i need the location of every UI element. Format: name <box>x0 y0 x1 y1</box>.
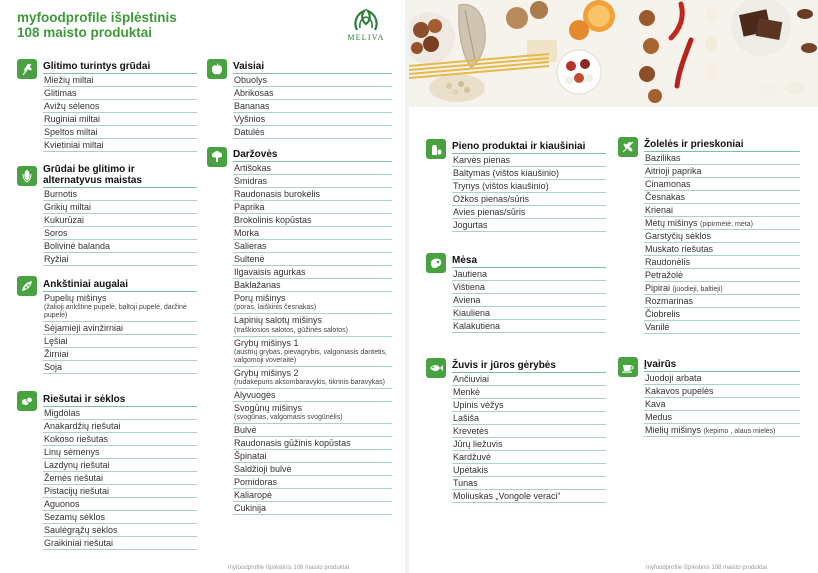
list-item: Kakavos pupelės <box>644 385 800 398</box>
list-item: Raudonasis burokėlis <box>233 188 392 201</box>
list-item: Žemės riešutai <box>43 472 197 485</box>
list-item: Menkė <box>452 386 606 399</box>
list-item: Aguonos <box>43 498 197 511</box>
list-item: Kvietiniai miltai <box>43 139 197 152</box>
item-name: Pipirai <box>645 283 671 293</box>
list-item: Jūrų liežuvis <box>452 438 606 451</box>
item-name: Grybų mišinys 1 <box>234 337 299 348</box>
list-item: Ilgavaisis agurkas <box>233 266 392 279</box>
list-item: Morka <box>233 227 392 240</box>
fish-icon <box>426 358 446 378</box>
list-item-mint-mix <box>644 217 800 230</box>
list-item: Linų sėmenys <box>43 446 197 459</box>
vegetables-list <box>233 162 392 515</box>
list-item: Tunas <box>452 477 606 490</box>
category-title: Glitimo turintys grūdai <box>43 61 197 74</box>
category-title: Vaisiai <box>233 61 392 74</box>
document-title <box>17 10 177 40</box>
list-item-mushroom-mix-1 <box>233 337 392 367</box>
category-title: Įvairūs <box>644 359 800 372</box>
gluten-free-list <box>43 188 197 266</box>
meat-list <box>452 268 606 333</box>
list-item: Ryžiai <box>43 253 197 266</box>
list-item: Soja <box>43 361 197 374</box>
corn-icon <box>17 166 37 186</box>
list-item: Cinamonas <box>644 178 800 191</box>
list-item: Kaliaropė <box>233 489 392 502</box>
meliva-logo <box>346 8 386 42</box>
list-item: Avižų sėlenos <box>43 100 197 113</box>
list-item: Anakardžių riešutai <box>43 420 197 433</box>
list-item-onion-mix <box>233 402 392 424</box>
herb-icon <box>618 137 638 157</box>
list-item: Trynys (vištos kiaušinio) <box>452 180 606 193</box>
list-item: Kokoso riešutas <box>43 433 197 446</box>
list-item: Aitrioji paprika <box>644 165 800 178</box>
list-item: Aviena <box>452 294 606 307</box>
meliva-emblem-icon <box>351 8 381 32</box>
list-item: Obuolys <box>233 74 392 87</box>
list-item: Cukinija <box>233 502 392 515</box>
list-item: Juodoji arbata <box>644 372 800 385</box>
legumes-list <box>43 292 197 374</box>
list-item: Alyvuogės <box>233 389 392 402</box>
list-item: Brokolinis kopūstas <box>233 214 392 227</box>
pea-pod-icon <box>17 276 37 296</box>
list-item: Upėtakis <box>452 464 606 477</box>
page-footer-right: myfoodprofile išplėstinis 108 maisto produktai <box>646 565 768 571</box>
list-item: Lęšiai <box>43 335 197 348</box>
list-item: Burnotis <box>43 188 197 201</box>
list-item: Medus <box>644 411 800 424</box>
fruits-list <box>233 74 392 139</box>
item-note: (svogūnas, valgomasis svogūnėlis) <box>234 414 343 422</box>
item-name: Grybų mišinys 2 <box>234 367 299 378</box>
herbs-list <box>644 152 800 334</box>
list-item: Smidras <box>233 175 392 188</box>
list-item: Paprika <box>233 201 392 214</box>
category-title: Daržovės <box>233 149 392 162</box>
list-item: Krienai <box>644 204 800 217</box>
category-title: Mėsa <box>452 255 606 268</box>
list-item: Muskato riešutas <box>644 243 800 256</box>
item-note: (žalioji ankštinė pupelė, baltoji pupelė, daržinė pupelė) <box>44 304 187 320</box>
list-item: Pistacijų riešutai <box>43 485 197 498</box>
list-item-bean-mix <box>43 292 197 322</box>
list-item: Karvės pienas <box>452 154 606 167</box>
list-item: Vyšnios <box>233 113 392 126</box>
page-footer-left: myfoodprofile išplėstinis 108 maisto produktai <box>228 565 350 571</box>
list-item: Bulvė <box>233 424 392 437</box>
nuts-list <box>43 407 197 550</box>
list-item: Baklažanas <box>233 279 392 292</box>
list-item: Bolivinė balanda <box>43 240 197 253</box>
list-item: Kukurūzai <box>43 214 197 227</box>
list-item: Saldžioji bulvė <box>233 463 392 476</box>
item-note: (kepimo , alaus mielės) <box>703 428 776 435</box>
item-name: Pupelių mišinys <box>44 293 107 303</box>
list-item: Avies pienas/sūris <box>452 206 606 219</box>
list-item: Jogurtas <box>452 219 606 232</box>
logo-wordmark: MELIVA <box>347 33 385 42</box>
list-item: Miežių miltai <box>43 74 197 87</box>
list-item: Artišokas <box>233 162 392 175</box>
list-item: Garstyčių sėklos <box>644 230 800 243</box>
list-item: Baltymas (vištos kiaušinio) <box>452 167 606 180</box>
list-item: Abrikosas <box>233 87 392 100</box>
list-item: Raudonėlis <box>644 256 800 269</box>
category-title: Žuvis ir jūros gėrybės <box>452 360 606 373</box>
list-item: Bananas <box>233 100 392 113</box>
list-item: Glitimas <box>43 87 197 100</box>
item-name: Mielių mišinys <box>645 425 702 435</box>
list-item: Kiauliena <box>452 307 606 320</box>
milk-icon <box>426 139 446 159</box>
fish-list <box>452 373 606 503</box>
title-line-1: myfoodprofile išplėstinis <box>17 10 177 25</box>
item-name: Porų mišinys <box>234 293 286 303</box>
misc-list <box>644 372 800 437</box>
list-item: Ruginiai miltai <box>43 113 197 126</box>
title-line-2: 108 maisto produktai <box>17 25 153 40</box>
list-item: Kalakutiena <box>452 320 606 333</box>
list-item: Petražolė <box>644 269 800 282</box>
list-item: Graikiniai riešutai <box>43 537 197 550</box>
item-note: (pipirmėtė, mėta) <box>700 221 753 228</box>
item-note: (traškiosios salotos, gūžinės salotos) <box>234 326 348 334</box>
item-name: Mėtų mišinys <box>645 218 698 228</box>
list-item-leek-mix <box>233 292 392 314</box>
category-title: Žolelės ir prieskoniai <box>644 139 800 152</box>
broccoli-icon <box>207 147 227 167</box>
list-item: Žirniai <box>43 348 197 361</box>
list-item: Moliuskas „Vongole veraci“ <box>452 490 606 503</box>
list-item: Datulės <box>233 126 392 139</box>
list-item: Salieras <box>233 240 392 253</box>
list-item: Čiobrelis <box>644 308 800 321</box>
list-item: Lazdynų riešutai <box>43 459 197 472</box>
gluten-grains-list <box>43 74 197 152</box>
food-photo-illustration <box>409 0 818 107</box>
list-item: Grikių miltai <box>43 201 197 214</box>
list-item: Pomidoras <box>233 476 392 489</box>
list-item: Speltos miltai <box>43 126 197 139</box>
list-item: Sėjamieji avinžirniai <box>43 322 197 335</box>
list-item: Bazilikas <box>644 152 800 165</box>
list-item: Migdolas <box>43 407 197 420</box>
list-item: Sezamų sėklos <box>43 511 197 524</box>
list-item-lettuce-mix <box>233 314 392 336</box>
item-note: (rudakepuris aksombaravykis, tikrinis baravykas) <box>234 379 385 387</box>
category-title: Pieno produktai ir kiaušiniai <box>452 141 606 154</box>
list-item: Raudonasis gūžinis kopūstas <box>233 437 392 450</box>
category-title: Ankštiniai augalai <box>43 279 197 292</box>
tea-cup-icon <box>618 357 638 377</box>
list-item: Soros <box>43 227 197 240</box>
list-item: Kardžuvė <box>452 451 606 464</box>
list-item: Vanilė <box>644 321 800 334</box>
list-item: Ožkos pienas/sūris <box>452 193 606 206</box>
apple-icon <box>207 59 227 79</box>
list-item-yeast-mix <box>644 424 800 437</box>
list-item: Kava <box>644 398 800 411</box>
nut-icon <box>17 391 37 411</box>
list-item: Lašiša <box>452 412 606 425</box>
item-note: (juodieji, baltieji) <box>672 286 723 293</box>
list-item: Sultenė <box>233 253 392 266</box>
steak-icon <box>426 253 446 273</box>
item-name: Lapinių salotų mišinys <box>234 315 323 326</box>
list-item-pepper <box>644 282 800 295</box>
category-title-line-1: Grūdai be glitimo ir <box>43 164 135 175</box>
list-item: Rozmarinas <box>644 295 800 308</box>
dairy-list <box>452 154 606 232</box>
item-name: Svogūnų mišinys <box>234 403 303 414</box>
item-note: (austrių grybas, pievagrybis, valgomasis dantetis, valgomoji voveraitė) <box>234 348 387 364</box>
list-item: Ančiuviai <box>452 373 606 386</box>
list-item: Jautiena <box>452 268 606 281</box>
list-item: Špinatai <box>233 450 392 463</box>
category-title <box>43 165 197 188</box>
list-item: Saulėgrąžų sėklos <box>43 524 197 537</box>
list-item: Česnakas <box>644 191 800 204</box>
category-title: Riešutai ir sėklos <box>43 394 197 407</box>
list-item-mushroom-mix-2 <box>233 367 392 389</box>
food-photo <box>409 0 818 107</box>
left-page <box>0 0 405 573</box>
category-title-line-2: alternatyvus maistas <box>43 174 142 186</box>
list-item: Vištiena <box>452 281 606 294</box>
list-item: Upinis vėžys <box>452 399 606 412</box>
wheat-icon <box>17 59 37 79</box>
list-item: Krevetės <box>452 425 606 438</box>
item-note: (poras, laiškinis česnakas) <box>234 304 317 312</box>
